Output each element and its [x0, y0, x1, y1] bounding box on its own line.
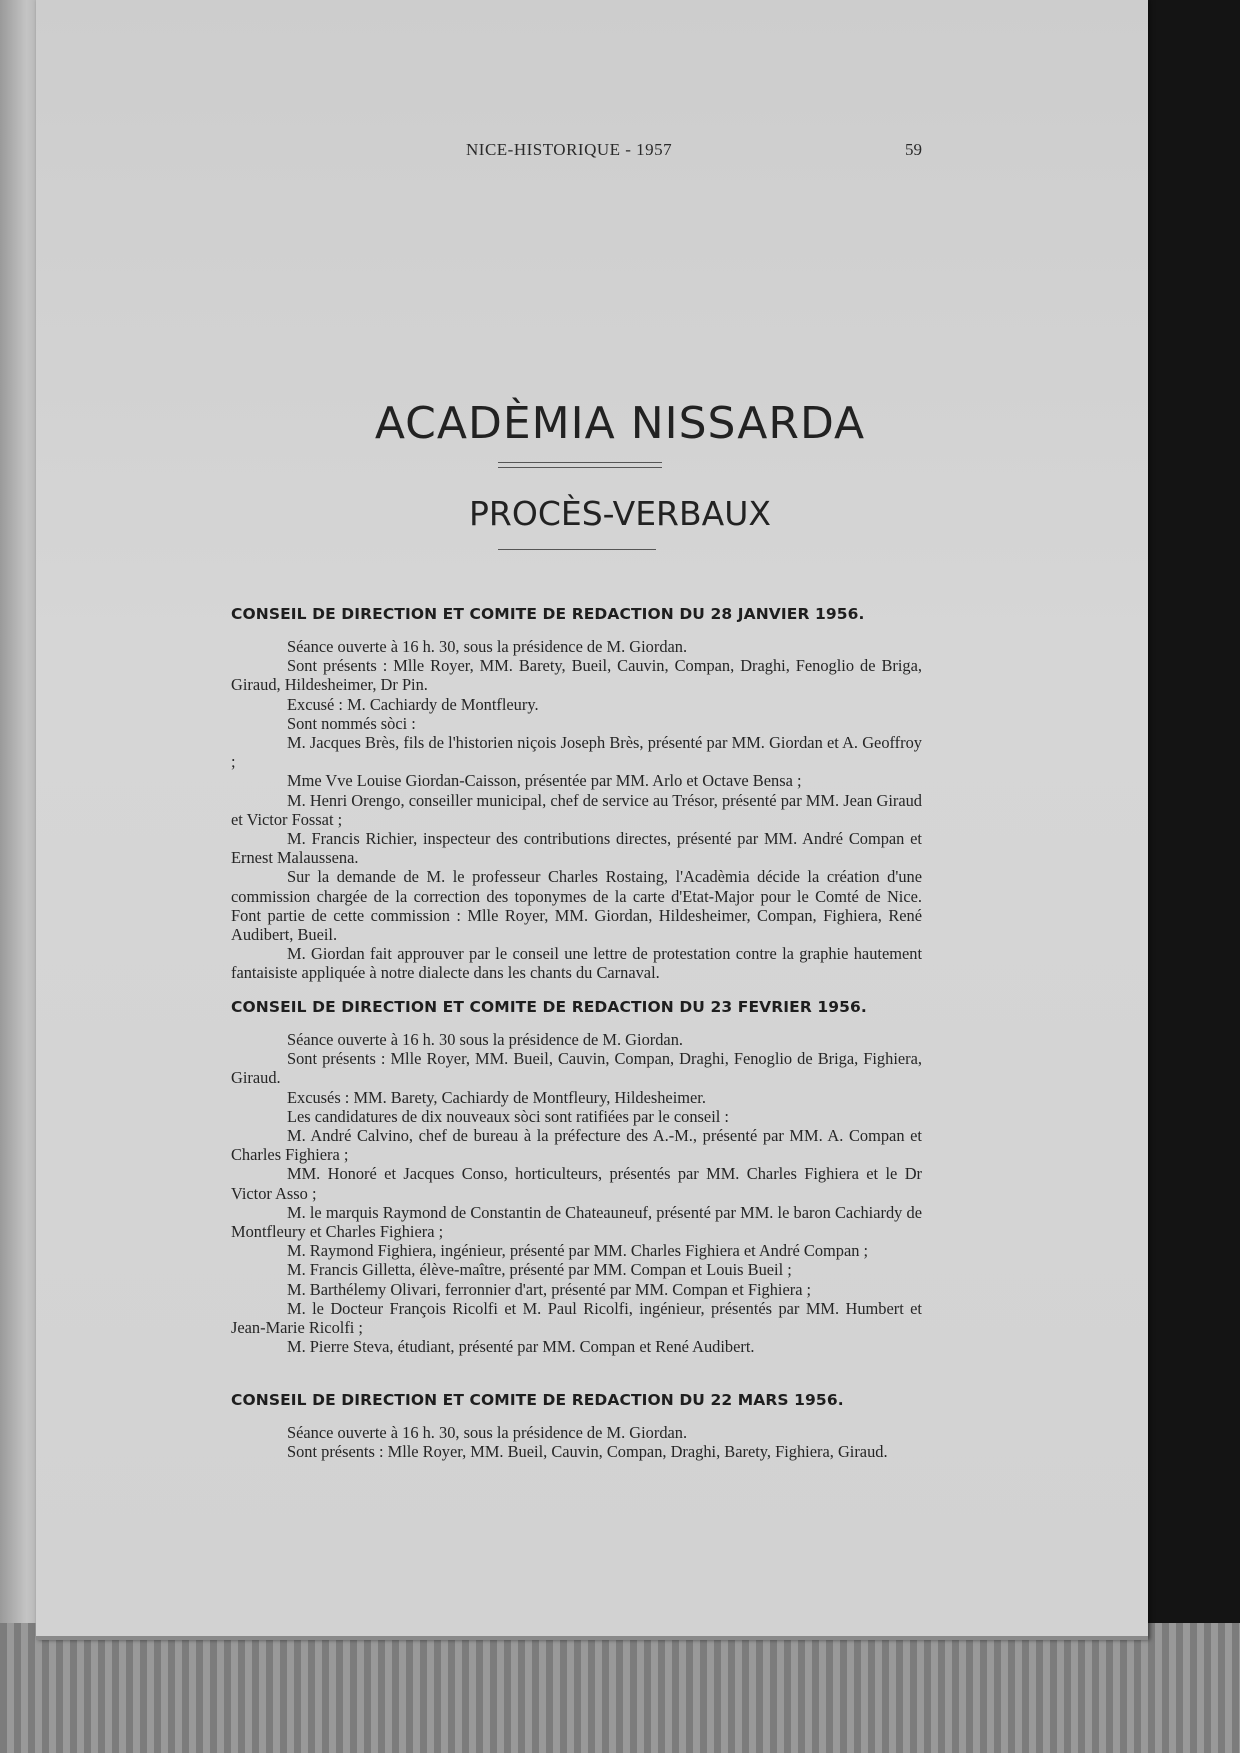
paragraph: M. Raymond Fighiera, ingénieur, présenté par MM. Charles Fighiera et André Compan ; — [287, 1241, 869, 1261]
paragraph: Séance ouverte à 16 h. 30, sous la présidence de M. Giordan. — [287, 1423, 688, 1442]
paragraph: M. Jacques Brès, fils de l'historien niçois Joseph Brès, présenté par MM. Giordan et A. Geoffroy ; — [231, 733, 922, 772]
section-heading: CONSEIL DE DIRECTION ET COMITE DE REDACTION DU 23 FEVRIER 1956. — [231, 998, 867, 1016]
paragraph: Excusé : M. Cachiardy de Montfleury. — [287, 694, 539, 714]
paragraph: Excusés : MM. Barety, Cachiardy de Montfleury, Hildesheimer. — [287, 1087, 706, 1107]
paragraph: Mme Vve Louise Giordan-Caisson, présentée par MM. Arlo et Octave Bensa ; — [287, 771, 802, 791]
page-bottom-edge — [36, 1636, 1148, 1640]
paragraph: M. Francis Richier, inspecteur des contributions directes, présenté par MM. André Compan et Ernest Malaussena. — [231, 829, 922, 868]
title-double-rule — [498, 462, 662, 468]
paragraph: M. Pierre Steva, étudiant, présenté par MM. Compan et René Audibert. — [287, 1337, 755, 1357]
paragraph: M. André Calvino, chef de bureau à la préfecture des A.-M., présenté par MM. A. Compan et Charles Fighiera ; — [231, 1126, 922, 1165]
subtitle-rule — [498, 549, 656, 550]
paragraph: M. Henri Orengo, conseiller municipal, chef de service au Trésor, présenté par MM. Jean Giraud et Victor Fossat ; — [231, 790, 922, 829]
page-subtitle: PROCÈS-VERBAUX — [469, 494, 771, 533]
paragraph: Séance ouverte à 16 h. 30, sous la présidence de M. Giordan. — [287, 637, 688, 656]
paragraph: Sur la demande de M. le professeur Charles Rostaing, l'Acadèmia décide la création d'une commission chargée de la correction des toponymes de la carte d'Etat-Major pour le Comté de Nice. Font partie de cette commission : Mlle Royer, MM. Giordan, Hildesheimer, Compan, Fighiera, René Audibert, Bueil. — [231, 867, 922, 945]
paragraph: M. Barthélemy Olivari, ferronnier d'art, présenté par MM. Compan et Fighiera ; — [287, 1279, 812, 1299]
section-heading: CONSEIL DE DIRECTION ET COMITE DE REDACTION DU 28 JANVIER 1956. — [231, 605, 865, 623]
paragraph: Les candidatures de dix nouveaux sòci sont ratifiées par le conseil : — [287, 1106, 729, 1126]
paragraph: MM. Honoré et Jacques Conso, horticulteurs, présentés par MM. Charles Fighiera et le Dr Victor Asso ; — [231, 1164, 922, 1203]
paragraph: Sont nommés sòci : — [287, 713, 416, 733]
page-title: ACADÈMIA NISSARDA — [374, 398, 866, 449]
section-22-mars — [231, 1391, 922, 1461]
dark-background — [1148, 0, 1240, 1753]
paragraph: M. Francis Gilletta, élève-maître, présenté par MM. Compan et Louis Bueil ; — [287, 1260, 792, 1280]
section-heading: CONSEIL DE DIRECTION ET COMITE DE REDACTION DU 22 MARS 1956. — [231, 1391, 844, 1409]
paragraph: Sont présents : Mlle Royer, MM. Bueil, Cauvin, Compan, Draghi, Barety, Fighiera, Giraud. — [287, 1442, 888, 1462]
paragraph: Séance ouverte à 16 h. 30 sous la présidence de M. Giordan. — [287, 1030, 683, 1049]
paragraph: M. le Docteur François Ricolfi et M. Paul Ricolfi, ingénieur, présentés par MM. Humbert et Jean-Marie Ricolfi ; — [231, 1298, 922, 1338]
running-title: NICE-HISTORIQUE - 1957 — [466, 140, 673, 159]
paragraph: Sont présents : Mlle Royer, MM. Bueil, Cauvin, Compan, Draghi, Fenoglio de Briga, Fighiera, Giraud. — [231, 1049, 922, 1088]
page-number: 59 — [905, 140, 922, 159]
paragraph: M. le marquis Raymond de Constantin de Chateauneuf, présenté par MM. le baron Cachiardy de Montfleury et Charles Fighiera ; — [231, 1202, 922, 1242]
paragraph: Sont présents : Mlle Royer, MM. Barety, Bueil, Cauvin, Compan, Draghi, Fenoglio de Briga, Giraud, Hildesheimer, Dr Pin. — [231, 656, 922, 695]
section-28-janvier — [231, 605, 922, 983]
section-23-fevrier — [231, 998, 922, 1356]
fabric-background — [0, 1623, 1240, 1753]
paragraph: M. Giordan fait approuver par le conseil une lettre de protestation contre la graphie hautement fantaisiste appliquée à notre dialecte dans les chants du Carnaval. — [231, 944, 922, 983]
